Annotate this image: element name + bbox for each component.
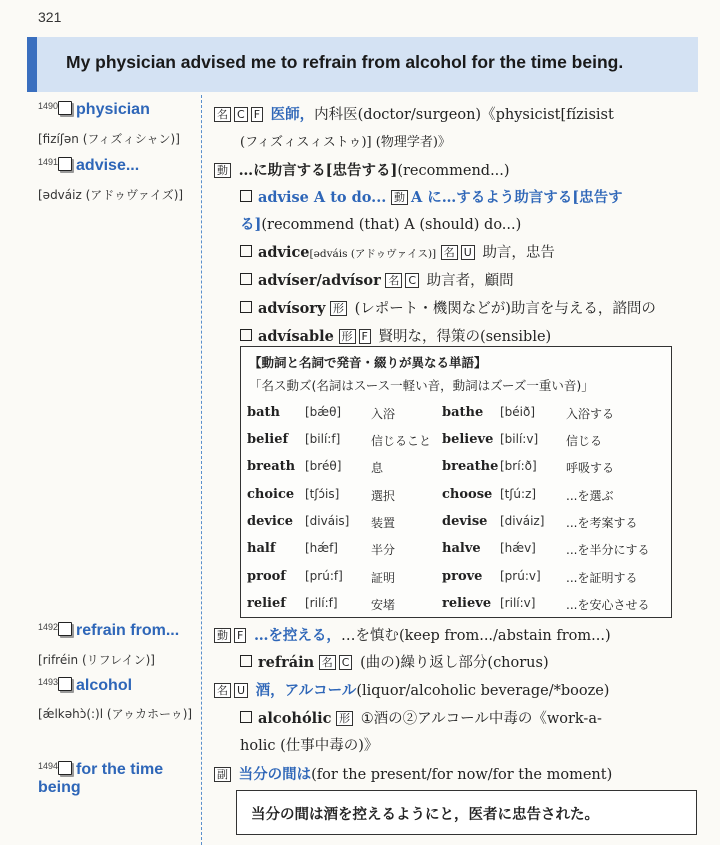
example-translation-box <box>236 790 697 835</box>
entry-number: 1493 <box>38 677 59 687</box>
verb-meaning: ...を考案する <box>566 516 638 530</box>
meaning: 当分の間は <box>238 766 312 783</box>
pos-tag: 形 <box>339 329 356 344</box>
meaning-2: 内科医 <box>314 107 358 123</box>
headline: My physician advised me to refrain from alcohol for the time being. <box>66 52 624 72</box>
pos-tag: 名 <box>214 107 231 122</box>
meaning: ①酒の②アルコール中毒の《work-a- <box>360 711 602 727</box>
noun-meaning: 信じること <box>371 434 432 448</box>
verb: bathe <box>442 405 484 420</box>
pronunciation: [ədváiz (アドゥヴァイズ)] <box>38 188 184 202</box>
gloss: (liquor/alcoholic beverage/*booze) <box>356 683 610 699</box>
entry-refrain <box>38 622 179 640</box>
entry-word: physician <box>76 101 150 118</box>
verb-pron: [hǽv] <box>500 541 536 555</box>
checkbox[interactable] <box>58 622 72 636</box>
noun-meaning: 装置 <box>371 516 396 530</box>
verb: prove <box>442 569 483 584</box>
checkbox[interactable] <box>58 157 72 171</box>
meaning: 酒，アルコール <box>255 682 357 699</box>
pos-tag: 名 <box>441 245 458 260</box>
refrain-noun-entry <box>240 651 549 672</box>
noun: breath <box>247 459 296 474</box>
alcoholic-entry-line2: holic (仕事中毒の)》 <box>240 738 379 754</box>
advise-sub1-line2 <box>240 213 521 234</box>
countable-tag: C <box>405 273 419 288</box>
bullet-box <box>240 273 252 285</box>
checkbox[interactable] <box>58 761 72 775</box>
verb-pron: [brí:ð] <box>500 459 537 473</box>
meaning: …に助言する[忠告する] <box>238 162 398 179</box>
noun-pron: [tʃɔ́is] <box>305 487 340 501</box>
meaning: 医師， <box>270 106 315 123</box>
verb-pron: [tʃú:z] <box>500 487 537 501</box>
meaning: 助言者，顧問 <box>426 273 514 289</box>
verb-pron: [rilí:v] <box>500 596 536 610</box>
checkbox[interactable] <box>58 101 72 115</box>
noun-meaning: 証明 <box>371 571 396 585</box>
meaning: (曲の)繰り返し部分(chorus) <box>360 655 549 671</box>
pronunciation: [fizíʃən (フィズィシャン)] <box>38 132 180 146</box>
alcoholic-entry <box>240 707 602 728</box>
verb: halve <box>442 541 481 556</box>
noun-pron: [hǽf] <box>305 541 338 555</box>
gloss: (keep from.../abstain from...) <box>398 628 611 644</box>
bullet-box <box>240 655 252 667</box>
pos-tag: 動 <box>214 628 231 643</box>
bullet-box <box>240 329 252 341</box>
noun-meaning: 入浴 <box>371 407 396 421</box>
noun-meaning: 半分 <box>371 543 396 557</box>
pos-tag: 動 <box>214 163 231 178</box>
pos-tag: 名 <box>214 683 231 698</box>
formal-tag: F <box>359 329 371 344</box>
entry-word: for the time being <box>38 761 164 796</box>
advise-sub1 <box>240 186 623 207</box>
countable-tag: C <box>339 655 353 670</box>
pos-tag: 名 <box>319 655 336 670</box>
phrase-meaning-cont: る] <box>240 216 262 233</box>
word: refráin <box>258 654 315 671</box>
noun-pron: [rilí:f] <box>305 596 338 610</box>
pos-tag: 動 <box>391 190 408 205</box>
word: advice <box>258 244 310 261</box>
uncountable-tag: U <box>234 683 248 698</box>
alcohol-definition <box>214 679 609 700</box>
noun-pron: [diváis] <box>305 514 350 528</box>
noun-pron: [bilí:f] <box>305 432 341 446</box>
pronunciation: [rifréin (リフレイン)] <box>38 653 155 667</box>
meaning: 賢明な，得策の(sensible) <box>378 329 552 345</box>
gloss: (for the present/for now/for the moment) <box>311 767 613 783</box>
pronunciation: [ədváis (アドゥヴァイス)] <box>309 248 437 260</box>
gloss: (recommend (that) A (should) do...) <box>261 217 522 233</box>
refrain-definition <box>214 624 611 645</box>
noun: half <box>247 541 276 556</box>
noun: device <box>247 514 294 529</box>
entry-advise <box>38 157 139 175</box>
word: alcohólic <box>258 710 332 727</box>
formal-tag: F <box>251 107 263 122</box>
checkbox[interactable] <box>58 677 72 691</box>
gloss: (doctor/surgeon)《physicist[fízisist <box>357 107 614 123</box>
verb-meaning: ...を証明する <box>566 571 638 585</box>
phrase: advise A to do... <box>258 189 387 206</box>
noun-pron: [bréθ] <box>305 459 342 473</box>
noun: relief <box>247 596 286 611</box>
entry-physician <box>38 101 150 119</box>
bullet-box <box>240 301 252 313</box>
entry-word: refrain from... <box>76 622 180 639</box>
advise-definition <box>214 159 510 180</box>
formal-tag: F <box>234 628 246 643</box>
verb-pron: [bilí:v] <box>500 432 539 446</box>
verb-meaning: ...を選ぶ <box>566 489 614 503</box>
noun-pron: [bǽθ] <box>305 405 342 419</box>
entry-number: 1492 <box>38 622 59 632</box>
advisable-entry <box>240 325 551 346</box>
meaning: (レポート・機関などが)助言を与える，諮問の <box>354 301 656 317</box>
entry-number: 1491 <box>38 157 59 167</box>
verb-meaning: 入浴する <box>566 407 615 421</box>
entry-word: advise... <box>76 157 140 174</box>
noun: proof <box>247 569 286 584</box>
table-subtitle: 「名ス動ズ(名詞はスース一軽い音，動詞はズーズ一重い音)」 <box>249 378 594 393</box>
noun: bath <box>247 405 280 420</box>
verb: devise <box>442 514 488 529</box>
word: advíser/advísor <box>258 272 381 289</box>
verb: choose <box>442 487 493 502</box>
verb-meaning: ...を安心させる <box>566 598 650 612</box>
physician-definition-line2: (フィズィスィストゥ)] (物理学者)》 <box>240 135 451 150</box>
noun-meaning: 選択 <box>371 489 396 503</box>
entry-for-the-time-being <box>38 761 188 797</box>
bullet-box <box>240 245 252 257</box>
verb: breathe <box>442 459 499 474</box>
countable-tag: C <box>234 107 248 122</box>
meaning: …を控える， <box>253 627 341 644</box>
entry-number: 1490 <box>38 101 59 111</box>
noun-pron: [prú:f] <box>305 569 343 583</box>
verb-meaning: 信じる <box>566 434 603 448</box>
verb-pron: [béið] <box>500 405 536 419</box>
entry-number: 1494 <box>38 761 59 771</box>
adviser-entry <box>240 269 514 290</box>
page-number: 321 <box>38 9 62 25</box>
column-divider <box>201 95 202 845</box>
verb: believe <box>442 432 494 447</box>
pos-tag: 副 <box>214 767 231 782</box>
verb-meaning: 呼吸する <box>566 461 615 475</box>
advice-entry <box>240 241 555 262</box>
meaning: 助言，忠告 <box>482 245 555 261</box>
word: advísable <box>258 328 334 345</box>
example-translation: 当分の間は酒を控えるようにと，医者に忠告された。 <box>251 807 599 823</box>
word: advísory <box>258 300 326 317</box>
meaning-2: …を慎む <box>340 628 399 644</box>
table-title: 【動詞と名詞で発音・綴りが異なる単語】 <box>249 355 487 370</box>
noun-verb-table <box>240 346 672 618</box>
verb-pron: [prú:v] <box>500 569 541 583</box>
pos-tag: 形 <box>330 301 347 316</box>
pronunciation: [ǽlkəhɔ̀(:)l (アゥカホーゥ)] <box>38 707 193 721</box>
time-being-definition <box>214 763 612 784</box>
bullet-box <box>240 711 252 723</box>
gloss: (recommend...) <box>397 163 510 179</box>
phrase-meaning: A に…するよう助言する[忠告す <box>410 189 623 206</box>
headline-banner <box>27 37 698 92</box>
verb-meaning: ...を半分にする <box>566 543 650 557</box>
entry-alcohol <box>38 677 132 695</box>
physician-definition <box>214 103 614 124</box>
pos-tag: 名 <box>385 273 402 288</box>
bullet-box <box>240 190 252 202</box>
advisory-entry <box>240 297 656 318</box>
uncountable-tag: U <box>461 245 475 260</box>
noun: belief <box>247 432 289 447</box>
verb: relieve <box>442 596 492 611</box>
noun-meaning: 安堵 <box>371 598 396 612</box>
noun-meaning: 息 <box>371 461 384 475</box>
verb-pron: [diváiz] <box>500 514 545 528</box>
noun: choice <box>247 487 295 502</box>
entry-word: alcohol <box>76 677 133 694</box>
pos-tag: 形 <box>336 711 353 726</box>
